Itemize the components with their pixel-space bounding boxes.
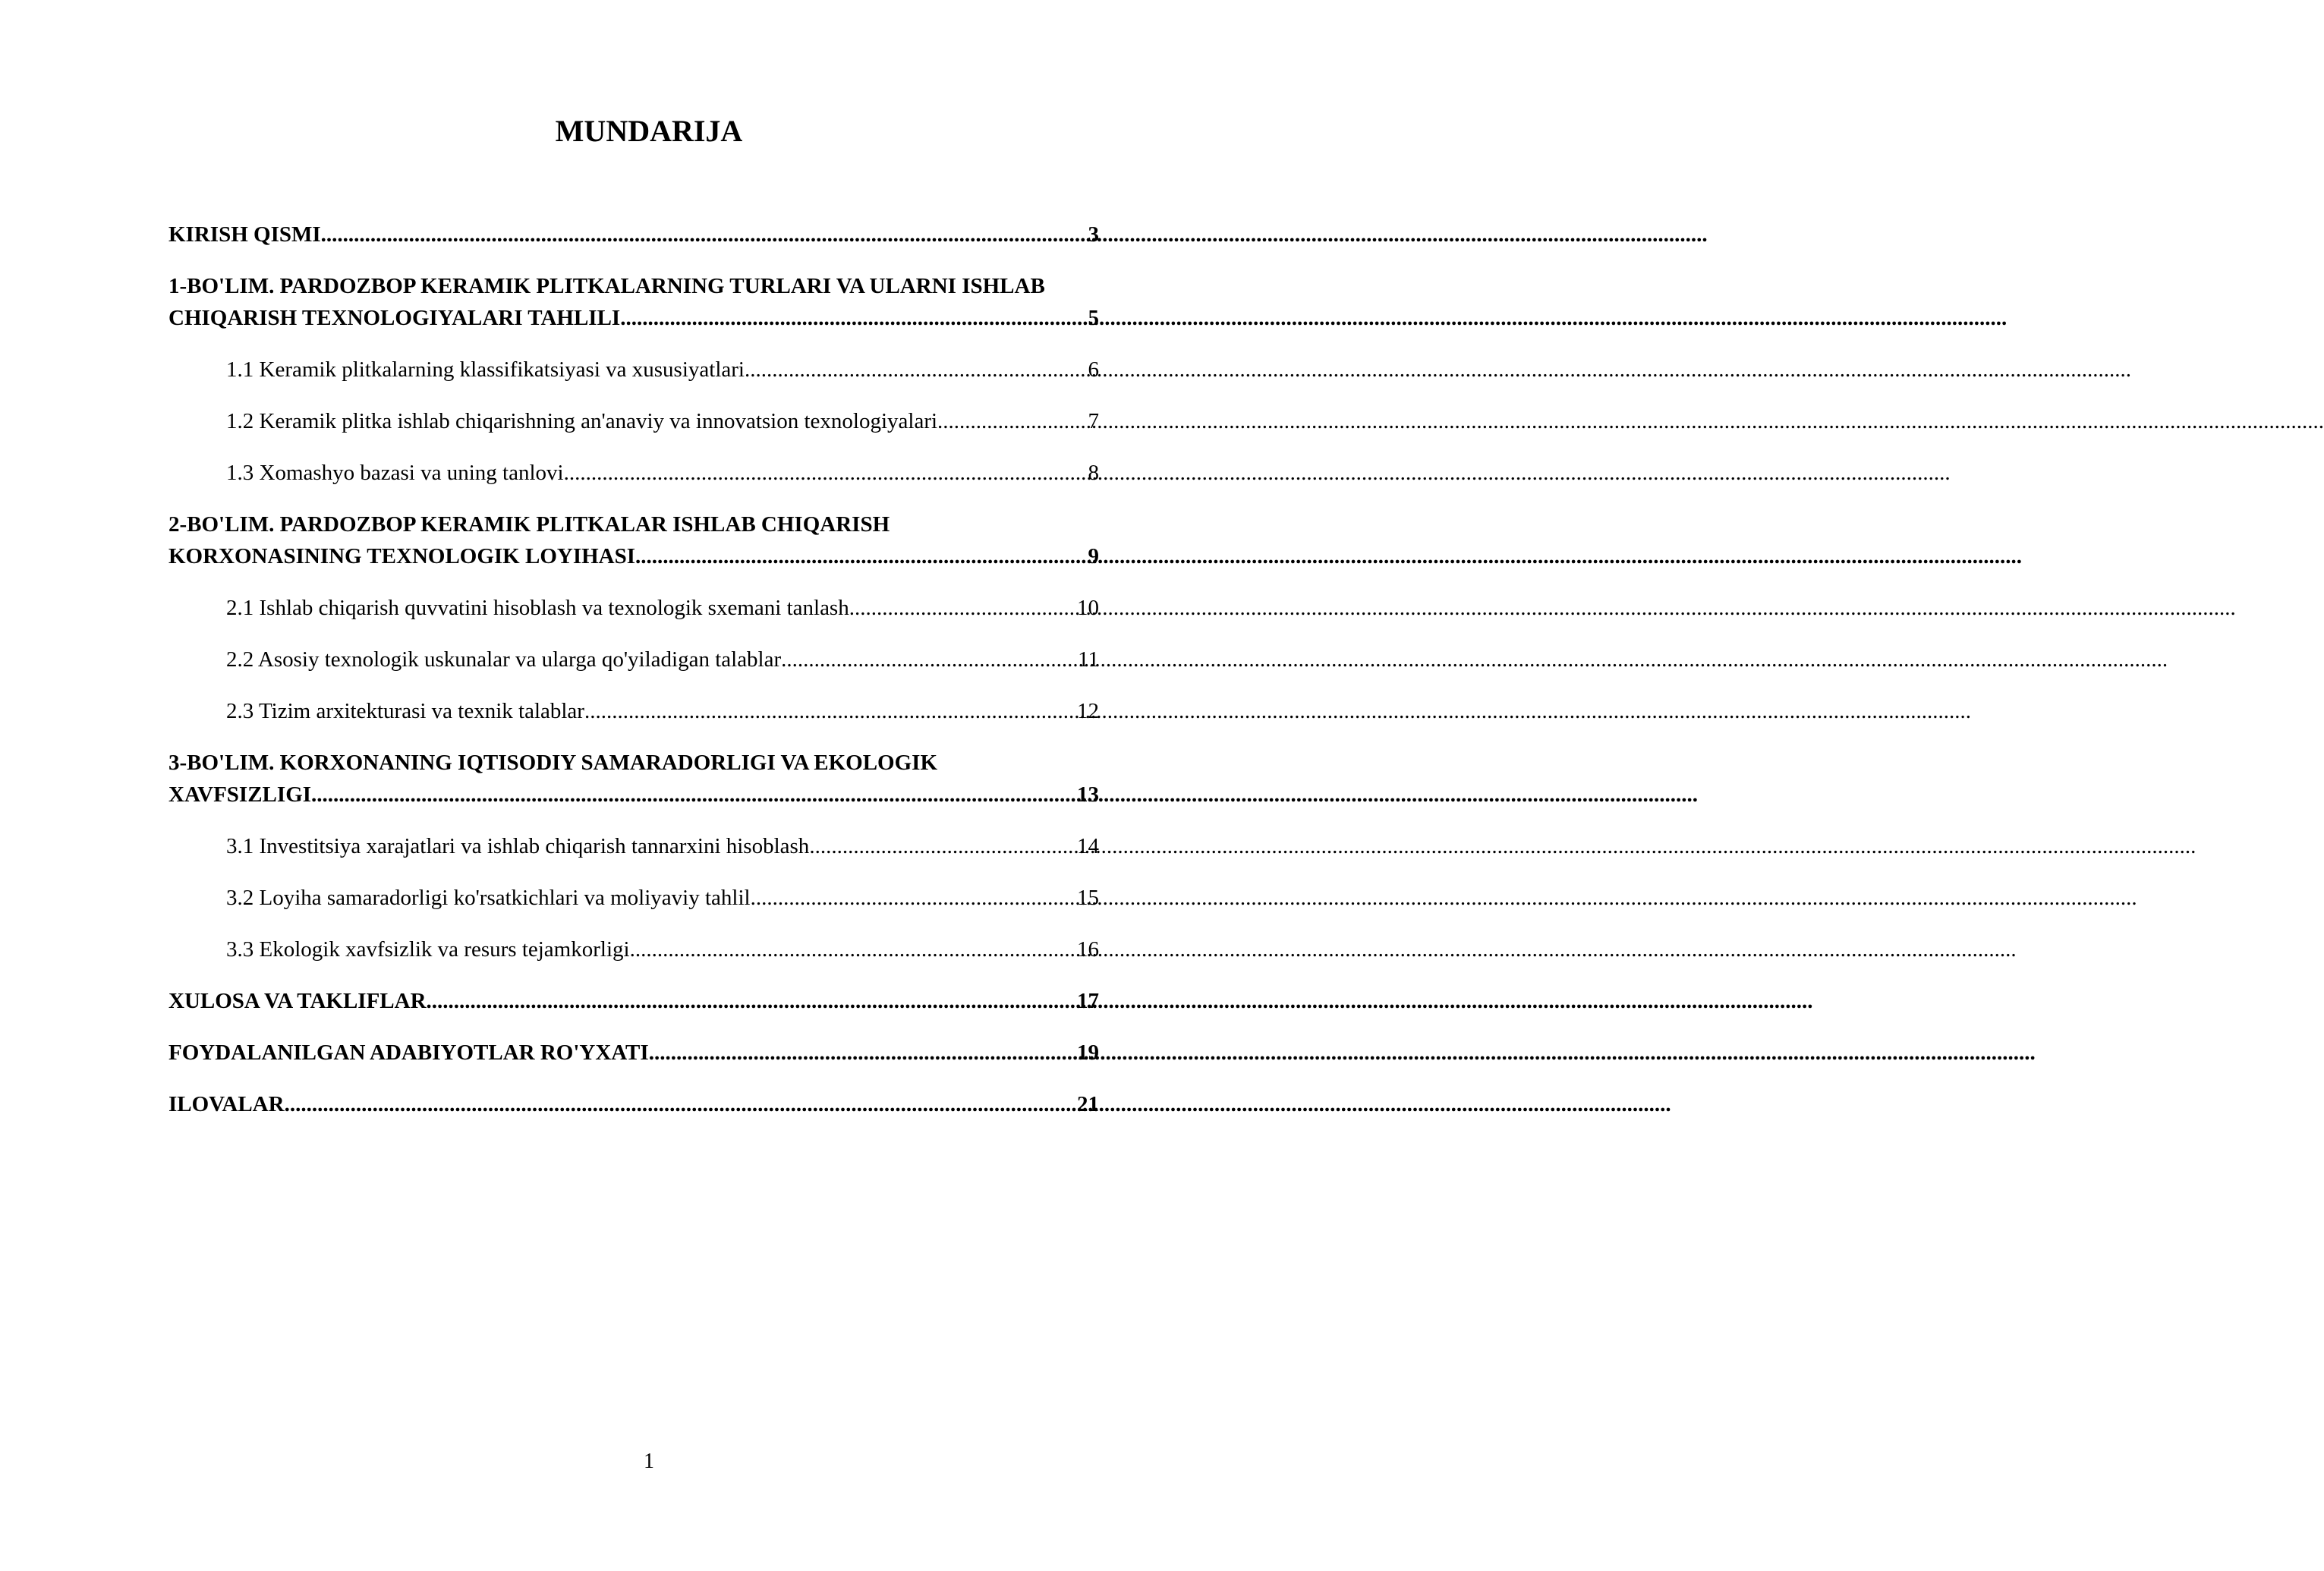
page-number: 1	[644, 1450, 654, 1473]
toc-entry-title-line1: 2-BO'LIM. PARDOZBOP KERAMIK PLITKALAR ISHLAB CHIQARISH	[168, 512, 890, 537]
toc-page-number: 3	[1088, 222, 1099, 247]
toc-leader-dots	[564, 457, 1087, 489]
toc-entry-section-2-3[interactable]	[168, 695, 1099, 727]
toc-page-number: 12	[1077, 699, 1099, 723]
toc-entry-appendix[interactable]	[168, 1088, 1099, 1120]
toc-entry-section-2-2[interactable]	[168, 644, 1099, 675]
toc-entry-title: 2.2 Asosiy texnologik uskunalar va ularga qo'yiladigan talablar	[226, 647, 782, 672]
toc-entry-section-3-1[interactable]	[168, 830, 1099, 862]
toc-page-number: 19	[1077, 1041, 1099, 1065]
toc-entry-title-line2: KORXONASINING TEXNOLOGIK LOYIHASI	[168, 544, 636, 568]
toc-entry-title: XULOSA VA TAKLIFLAR	[168, 989, 427, 1013]
toc-entry-title-line1: 1-BO'LIM. PARDOZBOP KERAMIK PLITKALARNING TURLARI VA ULARNI ISHLAB	[168, 274, 1045, 298]
toc-entry-title: 3.1 Investitsiya xarajatlari va ishlab chiqarish tannarxini hisoblash	[226, 834, 810, 858]
toc-page-number: 13	[1077, 782, 1099, 807]
toc-page-number: 8	[1088, 461, 1099, 485]
toc-page-number: 15	[1077, 886, 1099, 910]
toc-leader-dots	[649, 1037, 1075, 1069]
toc-leader-dots	[321, 219, 1087, 250]
toc-page-number: 10	[1077, 596, 1099, 620]
toc-entry-section-3-3[interactable]	[168, 933, 1099, 965]
toc-entry-title: ILOVALAR	[168, 1092, 285, 1116]
toc-entry-title: FOYDALANILGAN ADABIYOTLAR RO'YXATI	[168, 1041, 649, 1065]
toc-leader-dots	[285, 1088, 1075, 1120]
toc-entry-title: 3.3 Ekologik xavfsizlik va resurs tejamkorligi	[226, 937, 630, 962]
toc-entry-title: 1.1 Keramik plitkalarning klassifikatsiyasi va xususiyatlari	[226, 357, 745, 382]
toc-page-number: 6	[1088, 357, 1099, 382]
toc-entry-intro[interactable]	[168, 219, 1099, 250]
toc-page-number: 21	[1077, 1092, 1099, 1116]
toc-entry-section-3-2[interactable]	[168, 882, 1099, 914]
toc-entry-title-line2: CHIQARISH TEXNOLOGIYALARI TAHLILI	[168, 306, 621, 330]
toc-leader-dots	[630, 933, 1075, 965]
toc-page-number: 16	[1077, 937, 1099, 962]
toc-entry-title: KIRISH QISMI	[168, 222, 321, 247]
toc-leader-dots	[849, 592, 1075, 624]
toc-page-number: 14	[1077, 834, 1099, 858]
toc-entry-title: 2.3 Tizim arxitekturasi va texnik talablar	[226, 699, 584, 723]
toc-entry-chapter-3[interactable]	[168, 747, 1099, 811]
toc-leader-dots	[620, 302, 1086, 334]
toc-entry-chapter-2[interactable]	[168, 508, 1099, 572]
toc-page-number: 7	[1088, 409, 1099, 433]
toc-leader-dots	[584, 695, 1075, 727]
page-title: MUNDARIJA	[555, 114, 743, 148]
toc-entry-section-1-3[interactable]	[168, 457, 1099, 489]
toc-page-number: 9	[1088, 544, 1099, 568]
toc-entry-conclusion[interactable]	[168, 985, 1099, 1017]
toc-entry-title: 3.2 Loyiha samaradorligi ko'rsatkichlari va moliyaviy tahlil	[226, 886, 751, 910]
toc-entry-title-line2: XAVFSIZLIGI	[168, 782, 312, 807]
toc-leader-dots	[809, 830, 1075, 862]
toc-leader-dots	[751, 882, 1075, 914]
toc-entry-title-line1: 3-BO'LIM. KORXONANING IQTISODIY SAMARADORLIGI VA EKOLOGIK	[168, 751, 938, 775]
toc-leader-dots	[937, 405, 1086, 437]
toc-page-number: 17	[1077, 989, 1099, 1013]
toc-entry-section-1-2[interactable]	[168, 405, 1099, 437]
toc-entry-references[interactable]	[168, 1037, 1099, 1069]
toc-leader-dots	[635, 540, 1086, 572]
toc-entry-title: 1.3 Xomashyo bazasi va uning tanlovi	[226, 461, 564, 485]
toc-leader-dots	[745, 354, 1087, 386]
toc-page-number: 11	[1078, 647, 1099, 672]
toc-leader-dots	[427, 985, 1075, 1017]
toc-entry-section-1-1[interactable]	[168, 354, 1099, 386]
table-of-contents	[168, 219, 1099, 1140]
toc-leader-dots	[781, 644, 1076, 675]
toc-entry-chapter-1[interactable]	[168, 270, 1099, 334]
toc-entry-section-2-1[interactable]	[168, 592, 1099, 624]
toc-leader-dots	[311, 779, 1075, 811]
toc-entry-title: 2.1 Ishlab chiqarish quvvatini hisoblash va texnologik sxemani tanlash	[226, 596, 849, 620]
toc-page-number: 5	[1088, 306, 1099, 330]
toc-entry-title: 1.2 Keramik plitka ishlab chiqarishning an'anaviy va innovatsion texnologiyalari	[226, 409, 938, 433]
